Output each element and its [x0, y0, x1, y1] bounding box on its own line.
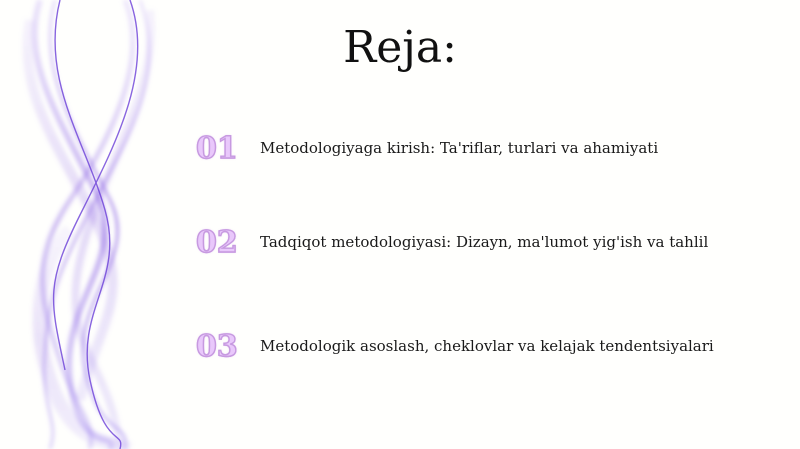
list-item: [196, 128, 658, 168]
item-text: Metodologik asoslash, cheklovlar va kelajak tendentsiyalari: [260, 337, 714, 355]
list-item: [196, 222, 708, 262]
item-number: 02: [196, 225, 248, 260]
item-number: 01: [196, 131, 248, 166]
page-title: Reja:: [343, 22, 457, 73]
item-text: Metodologiyaga kirish: Ta'riflar, turlari va ahamiyati: [260, 139, 659, 157]
list-item: [196, 326, 714, 366]
item-text: Tadqiqot metodologiyasi: Dizayn, ma'lumot yig'ish va tahlil: [260, 233, 709, 251]
item-number: 03: [196, 329, 248, 364]
